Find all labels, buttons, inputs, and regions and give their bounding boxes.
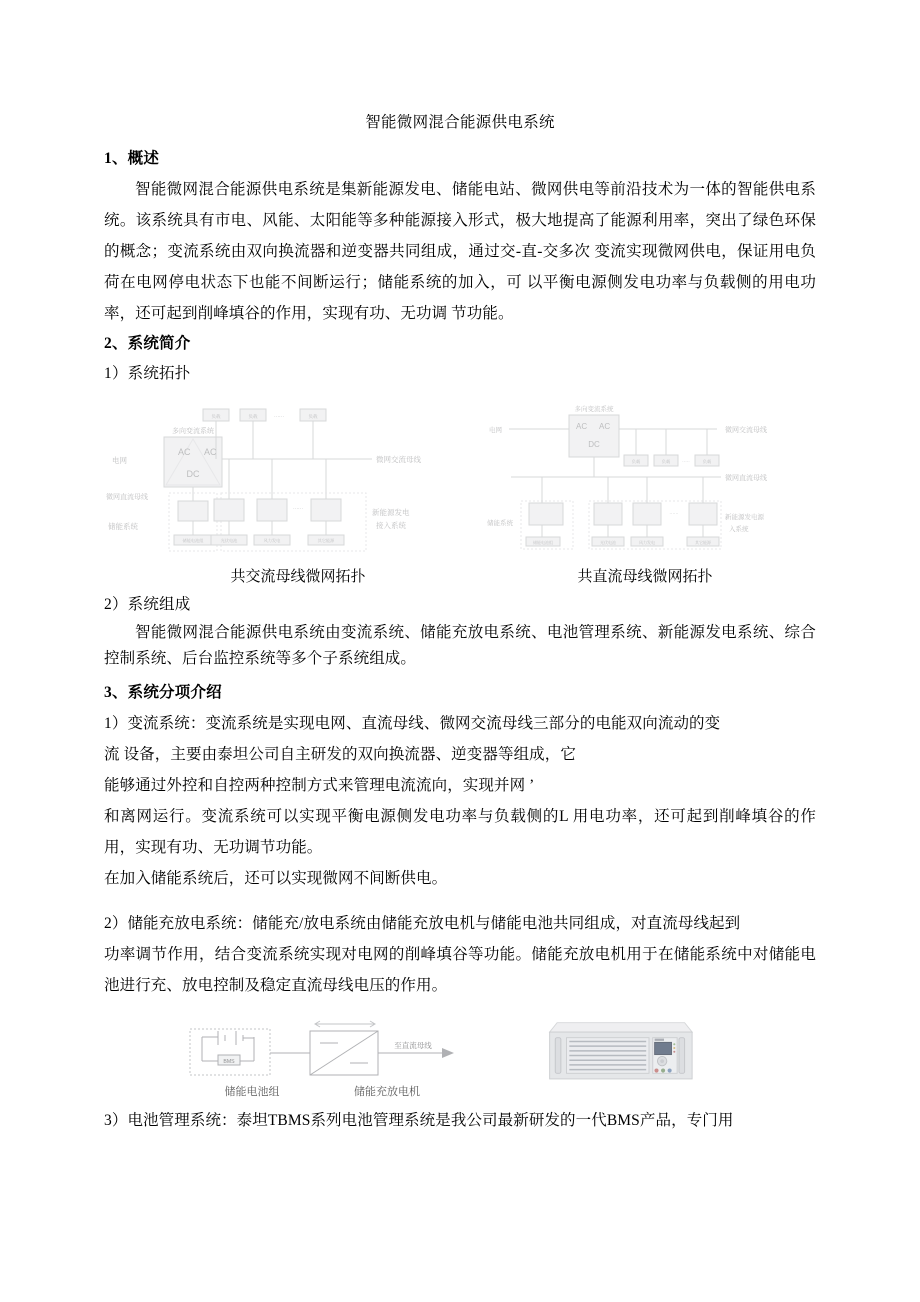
topology-dc-diagram — [481, 397, 816, 557]
label-storage-system: 储能系统 — [487, 520, 513, 527]
heading-sub-topology: 1）系统拓扑 — [104, 365, 191, 382]
paragraph-converter-line2: 流 设备，主要由泰坦公司自主研发的双向换流器、逆变器等组成，它 — [104, 746, 576, 763]
label-new-energy-1: 新能源发电源 — [725, 514, 764, 521]
caption-battery-pack: 储能电池组 — [224, 1086, 280, 1098]
page-title: 智能微网混合能源供电系统 — [365, 114, 555, 131]
paragraph-converter-line4: 和离网运行。变流系统可以实现平衡电源侧发电功率与负载侧的L 用电功率，还可起到削峰填谷的作用，实现有功、无功调节功能。 — [104, 808, 816, 856]
label-load-3: 负载 — [308, 414, 318, 419]
paragraph-storage-line1: 2）储能充放电系统：储能充/放电系统由储能充放电机与储能电池共同组成，对直流母线起到 — [104, 915, 741, 932]
label-new-energy-1: 新能源发电 — [372, 508, 410, 517]
label-ac-right: AC — [599, 422, 611, 431]
label-storage-system: 储能系统 — [108, 522, 138, 531]
label-ac-bus: 微网交流母线 — [725, 427, 767, 434]
label-bms: BMS — [223, 1059, 235, 1065]
label-load-2: 负载 — [661, 459, 671, 464]
label-dc: DC — [588, 440, 600, 449]
paragraph-converter-line1: 1）变流系统：变流系统是实现电网、直流母线、微网交流母线三部分的电能双向流动的变 — [104, 715, 721, 732]
heading-section-1: 1、概述 — [104, 150, 160, 167]
label-load-3: 负载 — [702, 459, 712, 464]
label-source-3: 其它能源 — [317, 538, 335, 543]
topology-ac-diagram — [104, 397, 444, 557]
label-source-2: 风力发电 — [263, 538, 281, 543]
bms-schematic-diagram — [184, 1017, 484, 1079]
label-ellipsis-top: ····· — [682, 459, 690, 464]
label-converter-system: 多向变流系统 — [172, 428, 214, 435]
topology-caption-row — [104, 564, 816, 590]
label-ellipsis-bottom: ······ — [669, 511, 679, 516]
label-ellipsis-top: ······ — [274, 414, 284, 420]
paragraph-overview: 智能微网混合能源供电系统是集新能源发电、储能电站、微网供电等前沿技术为一体的智能供电系统。该系统具有市电、风能、太阳能等多种能源接入形式，极大地提高了能源利用率，突出了绿色环保的概念；变流系统由双向换流器和逆变器共同组成，通过交-直-交多次 变流实现微网供电，保证用电负荷在电网停电状态下也能不间断运行；储能系统的加入，可 以平衡电源侧发电功率与负载侧的用电功率，还可起到削峰填谷的作用，实现有功、无功调 节功能。 — [104, 181, 816, 322]
heading-section-3: 3、系统分项介绍 — [104, 684, 222, 701]
heading-section-2: 2、系统简介 — [104, 335, 191, 352]
label-converter-system: 多向变流系统 — [574, 406, 614, 413]
label-new-energy-2: 接入系统 — [376, 521, 406, 530]
topology-figure-row — [104, 397, 816, 562]
label-dc-bus: 微网直流母线 — [106, 494, 148, 501]
heading-sub-composition: 2）系统组成 — [104, 596, 191, 613]
label-ac-bus: 微网交流母线 — [376, 455, 421, 464]
label-new-energy-2: 入系统 — [729, 526, 749, 533]
caption-topology-dc: 共直流母线微网拓扑 — [577, 569, 713, 585]
document-content — [104, 108, 816, 1136]
paragraph-bms-intro: 3）电池管理系统：泰坦TBMS系列电池管理系统是我公司最新研发的一代BMS产品，专门用 — [104, 1112, 734, 1129]
paragraph-composition: 智能微网混合能源供电系统由变流系统、储能充放电系统、电池管理系统、新能源发电系统、综合控制系统、后台监控系统等多个子系统组成。 — [104, 624, 816, 667]
label-load-1: 负载 — [631, 459, 641, 464]
label-source-2: 风力发电 — [639, 540, 655, 545]
paragraph-converter-line5: 在加入储能系统后，还可以实现微网不间断供电。 — [104, 870, 448, 887]
label-dc: DC — [186, 469, 200, 479]
figure-topology-dc — [481, 397, 816, 562]
label-to-dc-bus: 至直流母线 — [394, 1041, 432, 1050]
bms-figure-row — [104, 1011, 816, 1085]
label-battery-pack: 储能电池组 — [533, 540, 553, 545]
label-ellipsis-bottom: ······ — [293, 506, 303, 512]
device-photo-charger — [544, 1011, 694, 1085]
label-grid: 电网 — [489, 427, 502, 434]
label-battery-pack: 储能电池组 — [182, 538, 204, 543]
label-source-3: 其它能源 — [695, 540, 711, 545]
label-ac-left: AC — [576, 422, 588, 431]
label-ac-right: AC — [204, 447, 217, 457]
caption-topology-ac: 共交流母线微网拓扑 — [230, 569, 366, 585]
label-load-1: 负载 — [211, 414, 221, 419]
label-source-1: 光伏电池 — [220, 538, 238, 543]
figure-topology-ac — [104, 397, 444, 562]
label-source-1: 光伏电池 — [600, 540, 616, 545]
bms-caption-row — [104, 1083, 816, 1099]
paragraph-converter-line3: 能够通过外控和自控两种控制方式来管理电流流向，实现并网 ’ — [104, 777, 535, 794]
label-load-2: 负载 — [248, 414, 258, 419]
caption-charger-discharger: 储能充放电机 — [354, 1086, 420, 1098]
label-grid: 电网 — [112, 456, 127, 465]
paragraph-storage-line2: 功率调节作用，结合变流系统实现对电网的削峰填谷等功能。储能充放电机用于在储能系统中对储能电池进行充、放电控制及稳定直流母线电压的作用。 — [104, 946, 816, 994]
label-ac-left: AC — [178, 447, 191, 457]
label-dc-bus: 微网直流母线 — [725, 475, 767, 482]
